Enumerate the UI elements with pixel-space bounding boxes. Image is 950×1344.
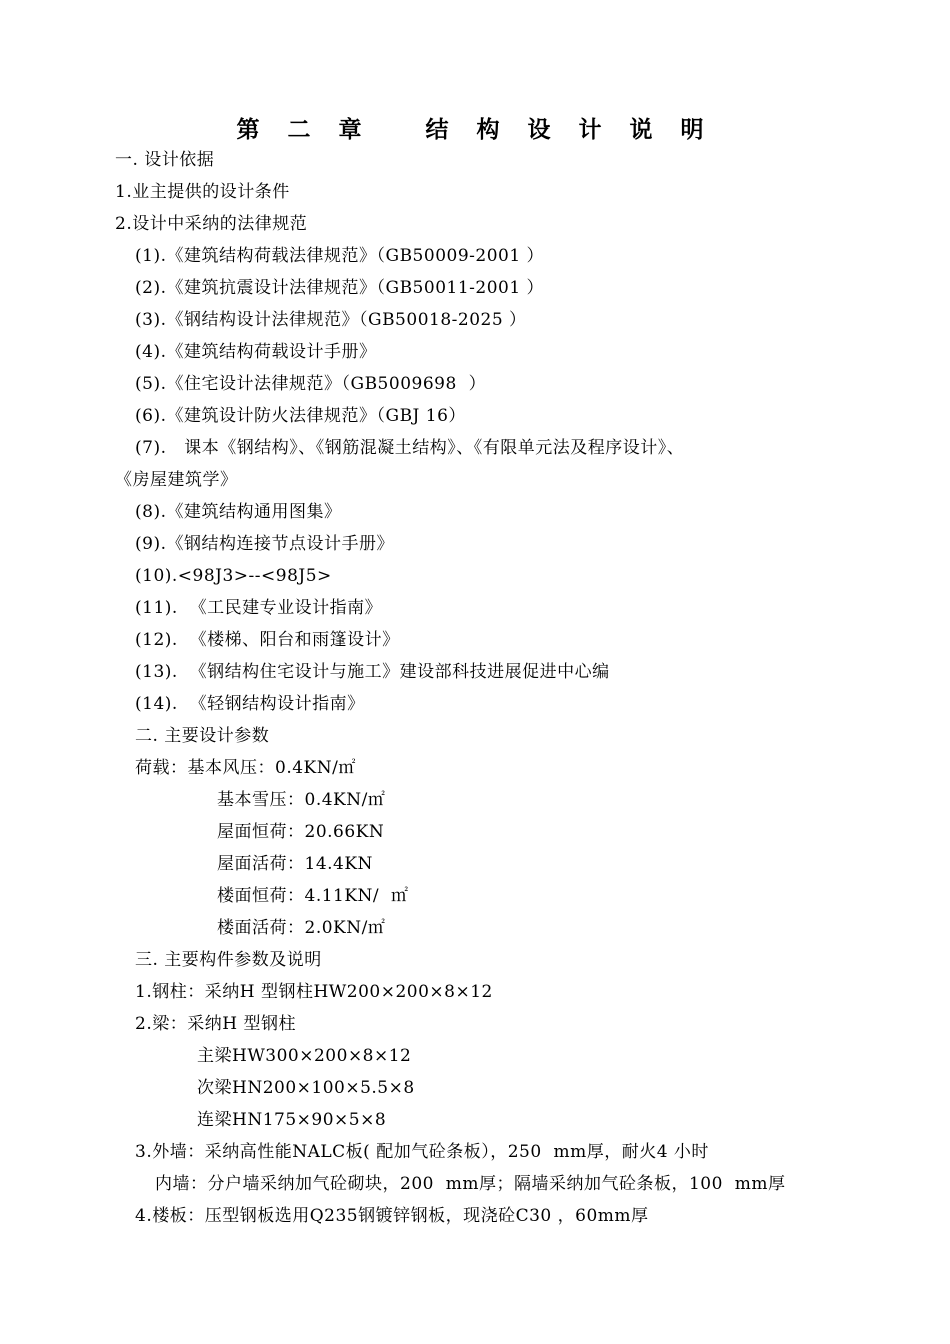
code-item-7: (7). 课本《钢结构》、《钢筋混凝土结构》、《有限单元法及程序设计》、: [135, 438, 685, 458]
beam-secondary: 次梁HN200×100×5.5×8: [197, 1078, 415, 1098]
code-item-13: (13). 《钢结构住宅设计与施工》建设部科技进展促进中心编: [135, 662, 610, 682]
beam-link: 连梁HN175×90×5×8: [197, 1110, 387, 1130]
code-item-6: (6).《建筑设计防火法律规范》（GBJ 16）: [135, 406, 466, 426]
code-item-4: (4).《建筑结构荷载设计手册》: [135, 342, 377, 362]
member-exterior-wall: 3.外墙：采纳高性能NALC板( 配加气砼条板），250 mm厚，耐火4 小时: [135, 1142, 709, 1162]
member-interior-wall: 内墙：分户墙采纳加气砼砌块，200 mm厚；隔墙采纳加气砼条板，100 mm厚: [155, 1174, 786, 1194]
member-beam: 2.梁：采纳H 型钢柱: [135, 1014, 296, 1034]
code-item-7-cont: 《房屋建筑学》: [115, 470, 238, 490]
section-heading-parameters: 二. 主要设计参数: [135, 726, 270, 746]
load-roof-dead: 屋面恒荷：20.66KN: [217, 822, 385, 842]
basis-item-1: 1.业主提供的设计条件: [115, 182, 290, 202]
chapter-title: 第 二 章 结 构 设 计 说 明: [236, 117, 714, 143]
code-item-11: (11). 《工民建专业设计指南》: [135, 598, 383, 618]
basis-item-2: 2.设计中采纳的法律规范: [115, 214, 308, 234]
code-item-9: (9).《钢结构连接节点设计手册》: [135, 534, 394, 554]
member-column: 1.钢柱：采纳H 型钢柱HW200×200×8×12: [135, 982, 493, 1002]
load-wind: 荷载：基本风压：0.4KN/㎡: [135, 758, 356, 778]
code-item-10: (10).<98J3>--<98J5>: [135, 566, 332, 586]
code-item-5: (5).《住宅设计法律规范》（GB5009698 ）: [135, 374, 487, 394]
beam-main: 主梁HW300×200×8×12: [197, 1046, 412, 1066]
load-floor-live: 楼面活荷：2.0KN/㎡: [217, 918, 386, 938]
code-item-14: (14). 《轻钢结构设计指南》: [135, 694, 365, 714]
section-heading-members: 三. 主要构件参数及说明: [135, 950, 322, 970]
load-floor-dead: 楼面恒荷：4.11KN/ ㎡: [217, 886, 409, 906]
code-item-2: (2).《建筑抗震设计法律规范》（GB50011-2001 ）: [135, 278, 545, 298]
load-snow: 基本雪压：0.4KN/㎡: [217, 790, 386, 810]
load-roof-live: 屋面活荷：14.4KN: [217, 854, 373, 874]
section-heading-basis: 一. 设计依据: [115, 150, 215, 170]
code-item-12: (12). 《楼梯、阳台和雨篷设计》: [135, 630, 400, 650]
code-item-1: (1).《建筑结构荷载法律规范》（GB50009-2001 ）: [135, 246, 545, 266]
code-item-3: (3).《钢结构设计法律规范》（GB50018-2025 ）: [135, 310, 527, 330]
member-floor-slab: 4.楼板：压型钢板选用Q235钢镀锌钢板，现浇砼C30 ，60mm厚: [135, 1206, 649, 1226]
code-item-8: (8).《建筑结构通用图集》: [135, 502, 342, 522]
